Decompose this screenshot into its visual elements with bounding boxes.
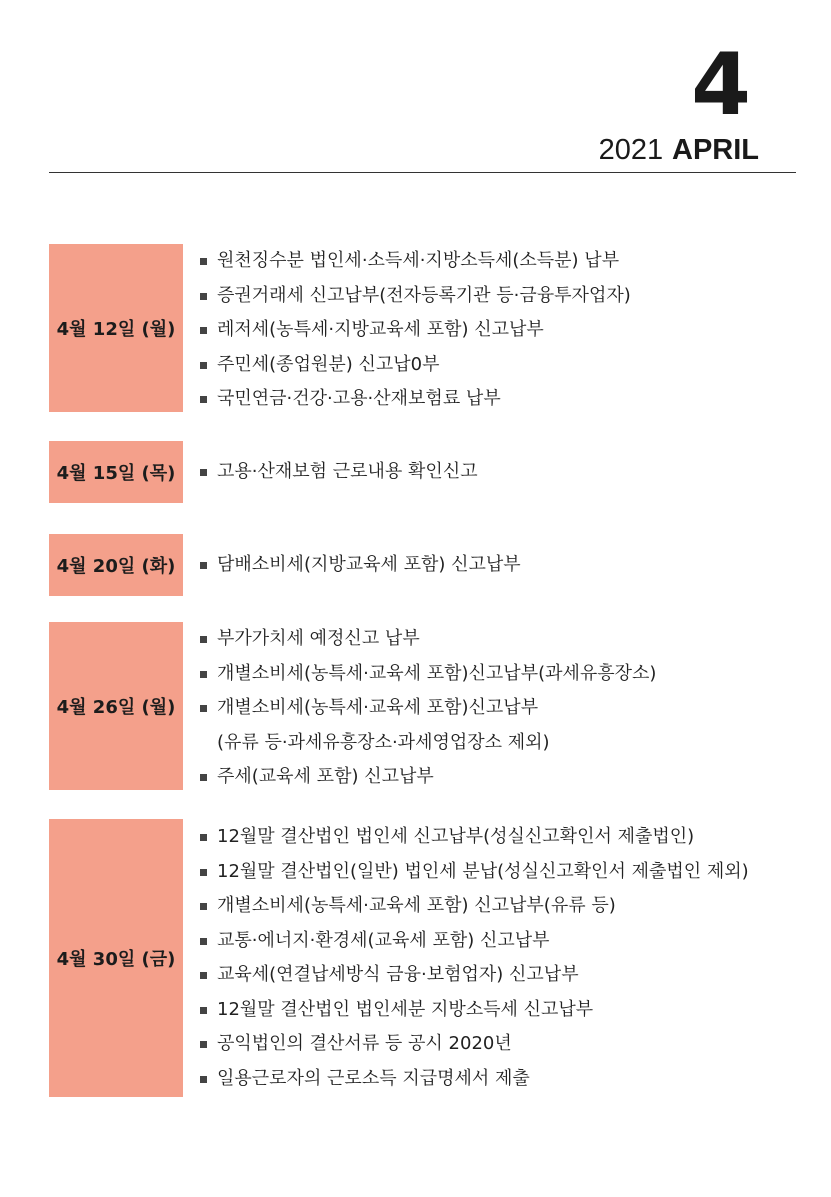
schedule-items [200,548,810,583]
schedule-item [200,958,810,993]
month-name-label: APRIL [672,134,759,166]
schedule-item-continuation [200,726,810,761]
bullet-square-icon [200,671,207,678]
schedule-item-text: 일용근로자의 근로소득 지급명세서 제출 [217,1067,530,1089]
schedule-item [200,820,810,855]
date-box: 4월 15일 (목) [49,441,183,503]
schedule-item [200,548,810,583]
schedule-item [200,313,810,348]
schedule-item-text: 12월말 결산법인 법인세 신고납부(성실신고확인서 제출법인) [217,826,695,847]
bullet-square-icon [200,562,207,569]
bullet-square-icon [200,869,207,876]
bullet-square-icon [200,834,207,841]
schedule-item-text: 교육세(연결납세방식 금융·보험업자) 신고납부 [217,964,579,985]
schedule-items [200,820,810,1096]
schedule-item-text: 교통·에너지·환경세(교육세 포함) 신고납부 [217,929,550,951]
year-month-label [599,136,759,165]
schedule-item-text: 국민연금·건강·고용·산재보험료 납부 [217,388,501,409]
schedule-item [200,1062,810,1097]
schedule-item [200,760,810,795]
bullet-square-icon [200,396,207,403]
schedule-item-text: 개별소비세(농특세·교육세 포함) 신고납부(유류 등) [217,895,616,916]
bullet-square-icon [200,362,207,369]
schedule-item [200,1027,810,1062]
schedule-item-text: 레저세(농특세·지방교육세 포함) 신고납부 [217,319,544,340]
schedule-item [200,691,810,726]
bullet-square-icon [200,469,207,476]
bullet-square-icon [200,258,207,265]
year-label: 2021 [598,134,664,166]
bullet-square-icon [200,327,207,334]
schedule-item [200,924,810,959]
bullet-square-icon [200,774,207,781]
schedule-item [200,993,810,1028]
schedule-item [200,889,810,924]
schedule-item-text: 12월말 결산법인 법인세분 지방소득세 신고납부 [217,998,594,1020]
bullet-square-icon [200,938,207,945]
month-number: 4 [691,35,751,135]
bullet-square-icon [200,705,207,712]
date-box: 4월 20일 (화) [49,534,183,596]
schedule-item-text: 개별소비세(농특세·교육세 포함)신고납부(과세유흥장소) [217,662,657,684]
schedule-item [200,622,810,657]
schedule-items [200,455,810,490]
schedule-item-text: 개별소비세(농특세·교육세 포함)신고납부 [217,697,539,718]
bullet-square-icon [200,1041,207,1048]
schedule-item [200,279,810,314]
schedule-item-text: 주세(교육세 포함) 신고납부 [217,766,434,787]
schedule-items [200,244,810,417]
schedule-item-text: 원천징수분 법인세·소득세·지방소득세(소득분) 납부 [217,250,620,271]
schedule-item [200,382,810,417]
schedule-item-text: 고용·산재보험 근로내용 확인신고 [217,461,478,482]
date-box: 4월 26일 (월) [49,622,183,790]
bullet-square-icon [200,903,207,910]
schedule-item [200,455,810,490]
schedule-item-text: 12월말 결산법인(일반) 법인세 분납(성실신고확인서 제출법인 제외) [217,860,749,882]
schedule-item-text: 담배소비세(지방교육세 포함) 신고납부 [217,554,521,575]
bullet-square-icon [200,1007,207,1014]
schedule-items [200,622,810,795]
schedule-item [200,348,810,383]
schedule-item-text: 공익법인의 결산서류 등 공시 2020년 [217,1033,512,1054]
date-box: 4월 30일 (금) [49,819,183,1097]
schedule-item [200,855,810,890]
schedule-item [200,657,810,692]
header-divider [49,172,796,173]
bullet-square-icon [200,1076,207,1083]
bullet-square-icon [200,293,207,300]
schedule-item-text: 증권거래세 신고납부(전자등록기관 등·금융투자업자) [217,284,631,306]
bullet-square-icon [200,636,207,643]
schedule-item-text: 주민세(종업원분) 신고납0부 [217,353,440,375]
date-box: 4월 12일 (월) [49,244,183,412]
bullet-square-icon [200,972,207,979]
schedule-item-text: 부가가치세 예정신고 납부 [217,628,420,649]
schedule-item [200,244,810,279]
schedule-item-text: (유류 등·과세유흥장소·과세영업장소 제외) [217,731,550,753]
